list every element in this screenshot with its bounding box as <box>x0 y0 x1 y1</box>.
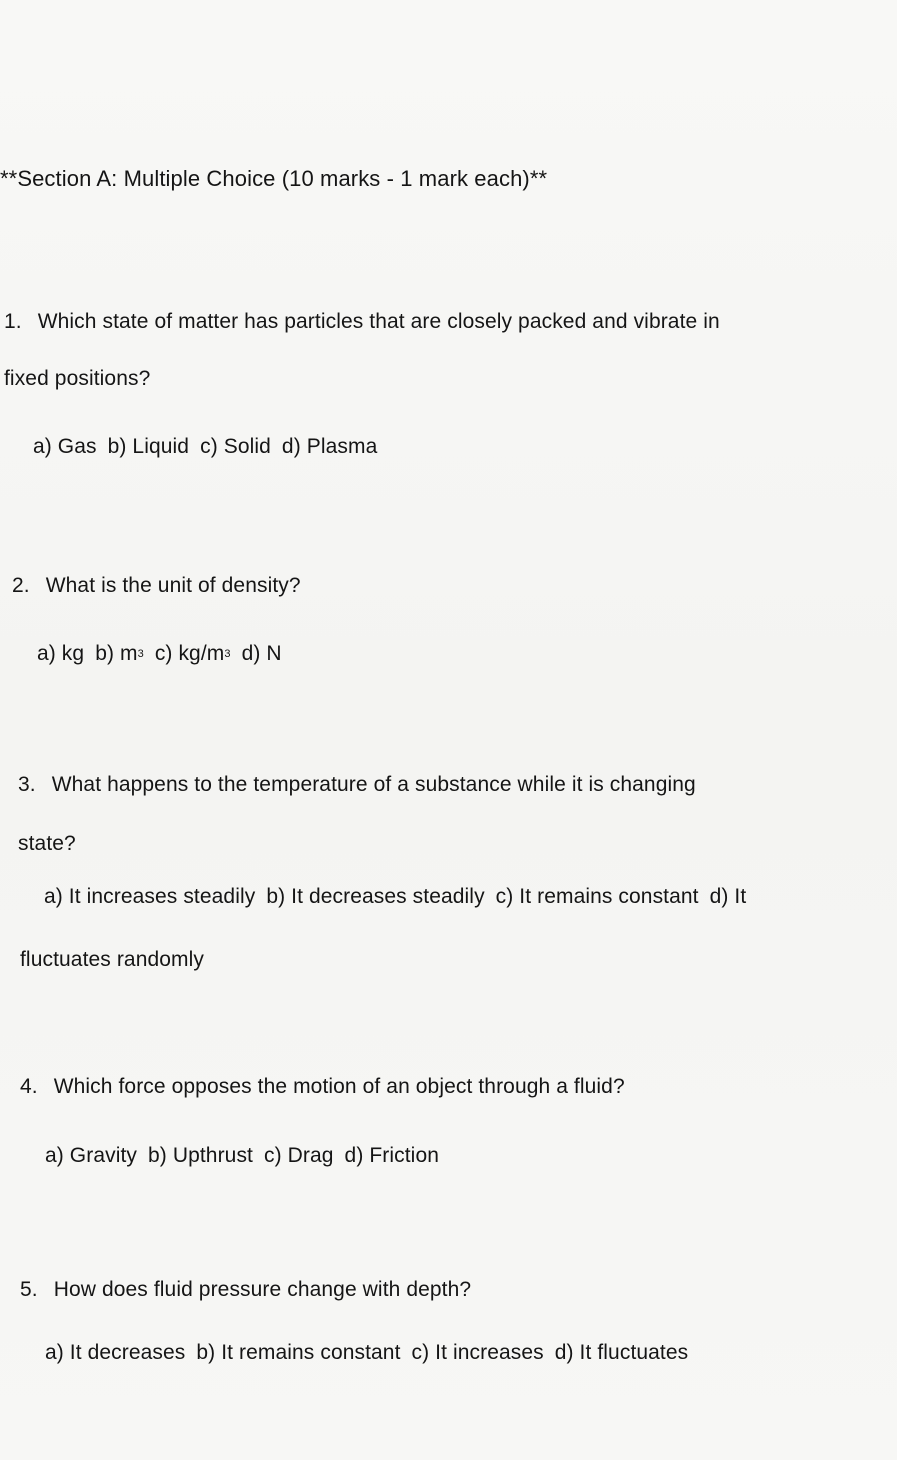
question-number: 4. <box>20 1075 38 1098</box>
option-c: c) Drag <box>264 1144 334 1167</box>
question-1-line-1 <box>4 309 720 335</box>
option-d: d) Plasma <box>281 435 378 458</box>
question-4-options <box>45 1143 439 1169</box>
question-2-options <box>37 641 282 667</box>
question-1-options <box>33 434 377 460</box>
question-3-options-line-1 <box>44 884 746 910</box>
option-d: d) It fluctuates <box>554 1341 689 1364</box>
question-number: 1. <box>4 310 22 333</box>
option-d: d) It <box>709 885 747 908</box>
question-number: 5. <box>20 1278 38 1301</box>
option-c: c) It increases <box>411 1341 544 1364</box>
question-3-options-line-2: fluctuates randomly <box>20 948 204 971</box>
option-c: c) Solid <box>200 435 271 458</box>
question-number: 3. <box>18 773 36 796</box>
option-a: a) kg <box>37 642 85 665</box>
question-text: What happens to the temperature of a substance while it is changing <box>51 773 696 796</box>
question-3-line-1 <box>18 772 696 798</box>
question-text: Which force opposes the motion of an object through a fluid? <box>53 1075 625 1098</box>
option-b: b) Liquid <box>107 435 190 458</box>
option-b: b) It remains constant <box>196 1341 401 1364</box>
question-3-line-2: state? <box>18 832 76 855</box>
option-b: b) Upthrust <box>148 1144 253 1167</box>
option-a: a) Gas <box>33 435 97 458</box>
option-a: a) It increases steadily <box>44 885 256 908</box>
option-c-text: c) kg/m <box>154 642 225 665</box>
option-c <box>155 641 231 667</box>
option-a: a) It decreases <box>45 1341 186 1364</box>
option-c-exponent: 3 <box>224 648 231 660</box>
section-heading: **Section A: Multiple Choice (10 marks - 1 mark each)** <box>0 166 548 191</box>
option-d: d) N <box>241 642 282 665</box>
question-2-line-1 <box>12 573 301 599</box>
option-b-exponent: 3 <box>137 648 144 660</box>
option-a: a) Gravity <box>45 1144 138 1167</box>
question-text: How does fluid pressure change with depth? <box>53 1278 472 1301</box>
option-b-text: b) m <box>95 642 138 665</box>
question-5-line-1 <box>20 1277 471 1303</box>
option-b <box>95 641 144 667</box>
option-c: c) It remains constant <box>495 885 699 908</box>
question-4-line-1 <box>20 1074 625 1100</box>
question-text: Which state of matter has particles that are closely packed and vibrate in <box>37 310 720 333</box>
question-number: 2. <box>12 574 30 597</box>
question-5-options <box>45 1340 688 1366</box>
option-d: d) Friction <box>344 1144 439 1167</box>
question-1-line-2: fixed positions? <box>4 367 151 390</box>
question-text: What is the unit of density? <box>45 574 301 597</box>
option-b: b) It decreases steadily <box>266 885 485 908</box>
